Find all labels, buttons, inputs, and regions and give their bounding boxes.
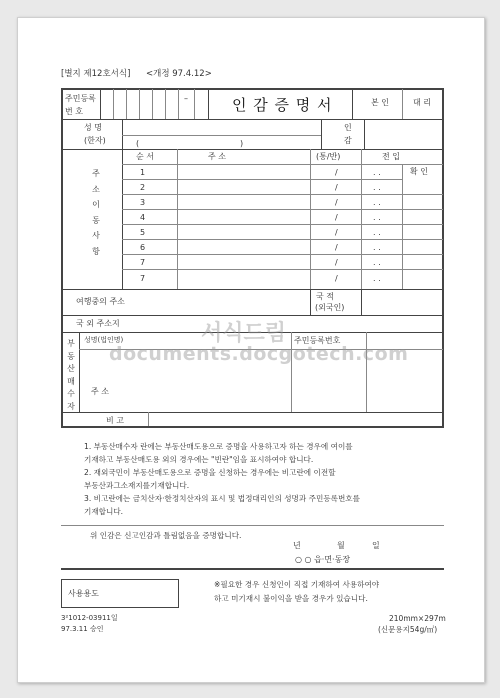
row-date: . .: [373, 168, 381, 177]
address-header: 주 소: [208, 152, 226, 161]
address-vertical-label: 주 소 이 동 사 항: [92, 169, 100, 256]
row-slash: /: [335, 228, 338, 237]
row-slash: /: [335, 213, 338, 222]
nationality-foreigner-label: (외국인): [315, 303, 345, 312]
buyer-reg-number-label: 주민등록번호: [294, 336, 341, 345]
date-day: 일: [372, 541, 380, 550]
reg-number-label-2: 번 호: [65, 107, 83, 116]
order-header: 순 서: [136, 152, 154, 161]
remarks-label: 비 고: [106, 416, 124, 425]
row-number: 4: [140, 213, 146, 222]
footer-note-1: ※필요한 경우 신청인이 직접 기재하여 사용하여야: [214, 580, 380, 589]
note-line-5: 3. 비고란에는 금치산자·한정치산자의 표시 및 법정대리인의 성명과 주민등록번호를: [84, 494, 360, 503]
office-signature-line: ○ ○ 읍·면·동장: [295, 555, 351, 564]
document-title: 인 감 증 명 서: [232, 96, 333, 114]
frame-bottom: [61, 426, 444, 428]
row-number: 6: [140, 243, 146, 252]
reg-number-dash: –: [184, 94, 188, 103]
reg-number-label-1: 주민등록: [65, 94, 96, 103]
confirm-header: 확 인: [410, 167, 428, 176]
row-number: 5: [140, 228, 146, 237]
date-month: 월: [337, 541, 345, 550]
row-number: 7: [140, 274, 146, 283]
row-date: . .: [373, 258, 381, 267]
name-paren-left: (: [136, 139, 140, 148]
note-line-3: 2. 재외국민이 부동산매도용으로 증명을 신청하는 경우에는 비고란에 이전할: [84, 468, 336, 477]
frame-top: [61, 88, 444, 90]
note-line-2: 기재하고 부동산매도용 외의 경우에는 "빈란"임을 표시하여야 합니다.: [84, 455, 314, 464]
name-label: 성 명: [84, 123, 102, 132]
row-date: . .: [373, 213, 381, 222]
row-slash: /: [335, 168, 338, 177]
name-paren-right: ): [240, 139, 244, 148]
form-label: [별지 제12호서식]: [61, 69, 131, 79]
nationality-label: 국 적: [316, 292, 334, 301]
row-number: 1: [140, 168, 146, 177]
buyer-name-label: 성명(법인명): [84, 336, 124, 344]
footer-note-2: 하고 미기재시 불이익을 받을 경우가 있습니다.: [214, 594, 368, 603]
frame-right: [442, 88, 444, 427]
print-info-2: 97.3.11 승인: [61, 625, 104, 633]
certify-text: 위 인감은 신고인감과 틀림없음을 증명합니다.: [90, 531, 242, 540]
tong-ban-header: (통/반): [316, 152, 341, 161]
seal-label-2: 감: [344, 136, 352, 145]
row-number: 7: [140, 258, 146, 267]
paper-weight: (신문용지54g/㎡): [378, 625, 438, 634]
row-date: . .: [373, 228, 381, 237]
row-number: 3: [140, 198, 146, 207]
watermark-korean: 서식드림: [201, 321, 287, 346]
row-slash: /: [335, 243, 338, 252]
self-label: 본 인: [371, 98, 389, 107]
date-year: 년: [293, 541, 301, 550]
row-slash: /: [335, 183, 338, 192]
note-line-6: 기재합니다.: [84, 507, 124, 516]
row-date: . .: [373, 274, 381, 283]
paper-size: 210mm×297m: [389, 614, 446, 623]
proxy-label: 대 리: [413, 98, 431, 107]
row-slash: /: [335, 198, 338, 207]
row-date: . .: [373, 198, 381, 207]
row-date: . .: [373, 183, 381, 192]
row-number: 2: [140, 183, 146, 192]
real-estate-vertical-label: 부 동 산 매 수 자: [67, 339, 75, 411]
revision-label: <개정 97.4.12>: [146, 69, 212, 79]
form-paper: [17, 17, 485, 683]
row-slash: /: [335, 258, 338, 267]
buyer-address-label: 주 소: [91, 387, 109, 396]
name-hanja-label: (한자): [84, 136, 106, 145]
frame-left: [61, 88, 63, 427]
row-date: . .: [373, 243, 381, 252]
watermark-url: documents.docgotech.com: [109, 343, 409, 365]
travel-address-label: 여행중의 주소: [76, 297, 125, 306]
note-line-1: 1. 부동산매수자 란에는 부동산매도용으로 증명을 사용하고자 하는 경우에 여이를: [84, 442, 353, 451]
print-info-1: 3²1012-03911일: [61, 614, 118, 622]
move-in-header: 전 입: [382, 152, 400, 161]
seal-label-1: 인: [344, 123, 352, 132]
usage-label: 사용용도: [68, 589, 99, 598]
overseas-address-label: 국 외 주소지: [76, 319, 120, 328]
note-line-4: 부동산과그소재지를기재합니다.: [84, 481, 190, 490]
row-slash: /: [335, 274, 338, 283]
